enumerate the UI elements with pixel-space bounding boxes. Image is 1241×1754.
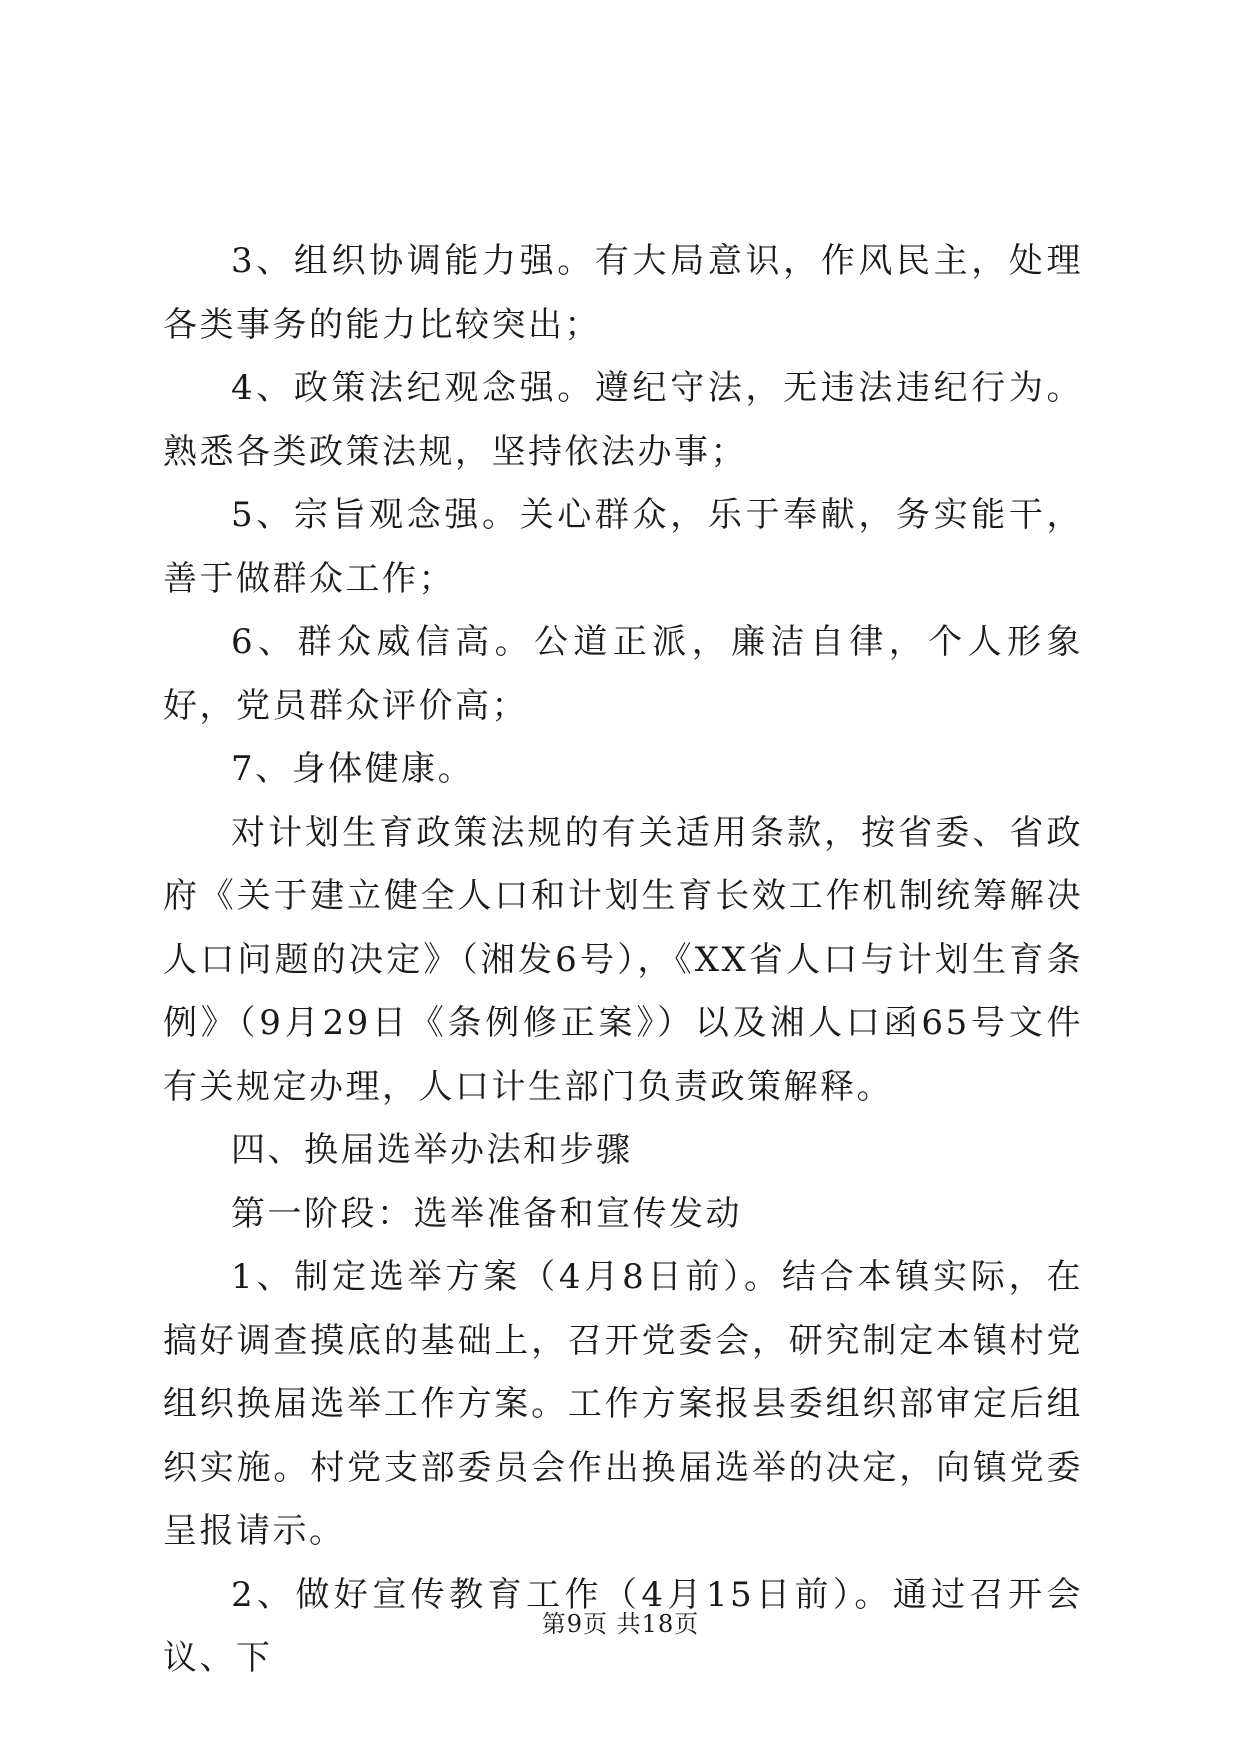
paragraph-requirement-5: 5、宗旨观念强。关心群众，乐于奉献，务实能干，善于做群众工作；: [163, 495, 1083, 599]
page-footer: 第9页 共18页: [541, 1610, 700, 1638]
paragraph-requirement-7: 7、身体健康。: [231, 749, 475, 789]
paragraph-requirement-3: 3、组织协调能力强。有大局意识，作风民主，处理各类事务的能力比较突出；: [163, 241, 1083, 345]
document-body: [163, 230, 1083, 1691]
paragraph-step-2: 2、做好宣传教育工作（4月15日前）。通过召开会议、下: [163, 1574, 1083, 1678]
paragraph-requirement-4: 4、政策法纪观念强。遵纪守法，无违法违纪行为。熟悉各类政策法规，坚持依法办事；: [163, 368, 1083, 472]
paragraph-requirement-6: 6、群众威信高。公道正派，廉洁自律，个人形象好，党员群众评价高；: [163, 622, 1083, 726]
section-heading-election-methods: 四、换届选举办法和步骤: [231, 1130, 633, 1170]
stage-heading-phase-one: 第一阶段：选举准备和宣传发动: [231, 1193, 742, 1234]
paragraph-family-planning-policy: 对计划生育政策法规的有关适用条款，按省委、省政府《关于建立健全人口和计划生育长效工作机制统筹解决人口问题的决定》（湘发6号），《XX省人口与计划生育条例》（9月29日《条例修正案》）以及湘人口函65号文件有关规定办理，人口计生部门负责政策解释。: [163, 812, 1083, 1107]
paragraph-step-1: 1、制定选举方案（4月8日前）。结合本镇实际，在搞好调查摸底的基础上，召开党委会，研究制定本镇村党组织换届选举工作方案。工作方案报县委组织部审定后组织实施。村党支部委员会作出换届选举的决定，向镇党委呈报请示。: [163, 1257, 1083, 1551]
